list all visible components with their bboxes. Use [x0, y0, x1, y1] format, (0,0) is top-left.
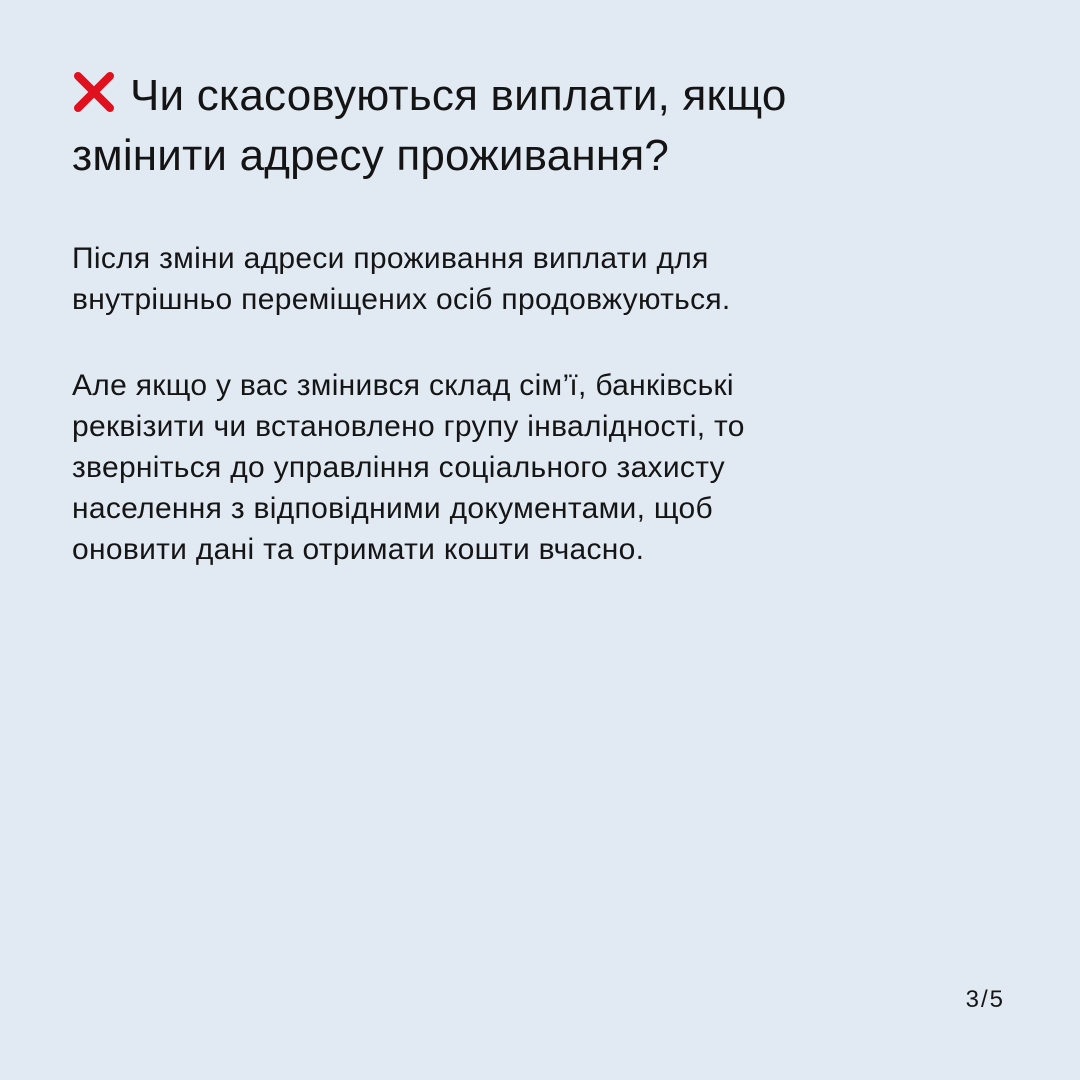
paragraph-line: населення з відповідними документами, щоб — [72, 492, 713, 525]
title-text-1: Чи скасовуються виплати, якщо — [130, 71, 787, 120]
paragraph-exceptions — [72, 365, 1012, 570]
title-line-1 — [72, 66, 1032, 126]
paragraph-line: зверніться до управління соціального захисту — [72, 451, 725, 484]
cross-mark-icon — [72, 70, 116, 114]
page-title — [72, 66, 1032, 186]
paragraph-line: Але якщо у вас змінився склад сім’ї, банківські — [72, 369, 734, 402]
paragraph-line: внутрішньо переміщених осіб продовжуються. — [72, 283, 731, 316]
paragraph-line: оновити дані та отримати кошти вчасно. — [72, 533, 645, 566]
paragraph-line: Після зміни адреси проживання виплати для — [72, 242, 709, 275]
page-counter: 3/5 — [965, 986, 1005, 1013]
paragraph-continuation — [72, 238, 1012, 320]
paragraph-line: реквізити чи встановлено групу інвалідності, то — [72, 410, 745, 443]
title-line-2: змінити адресу проживання? — [72, 131, 670, 180]
